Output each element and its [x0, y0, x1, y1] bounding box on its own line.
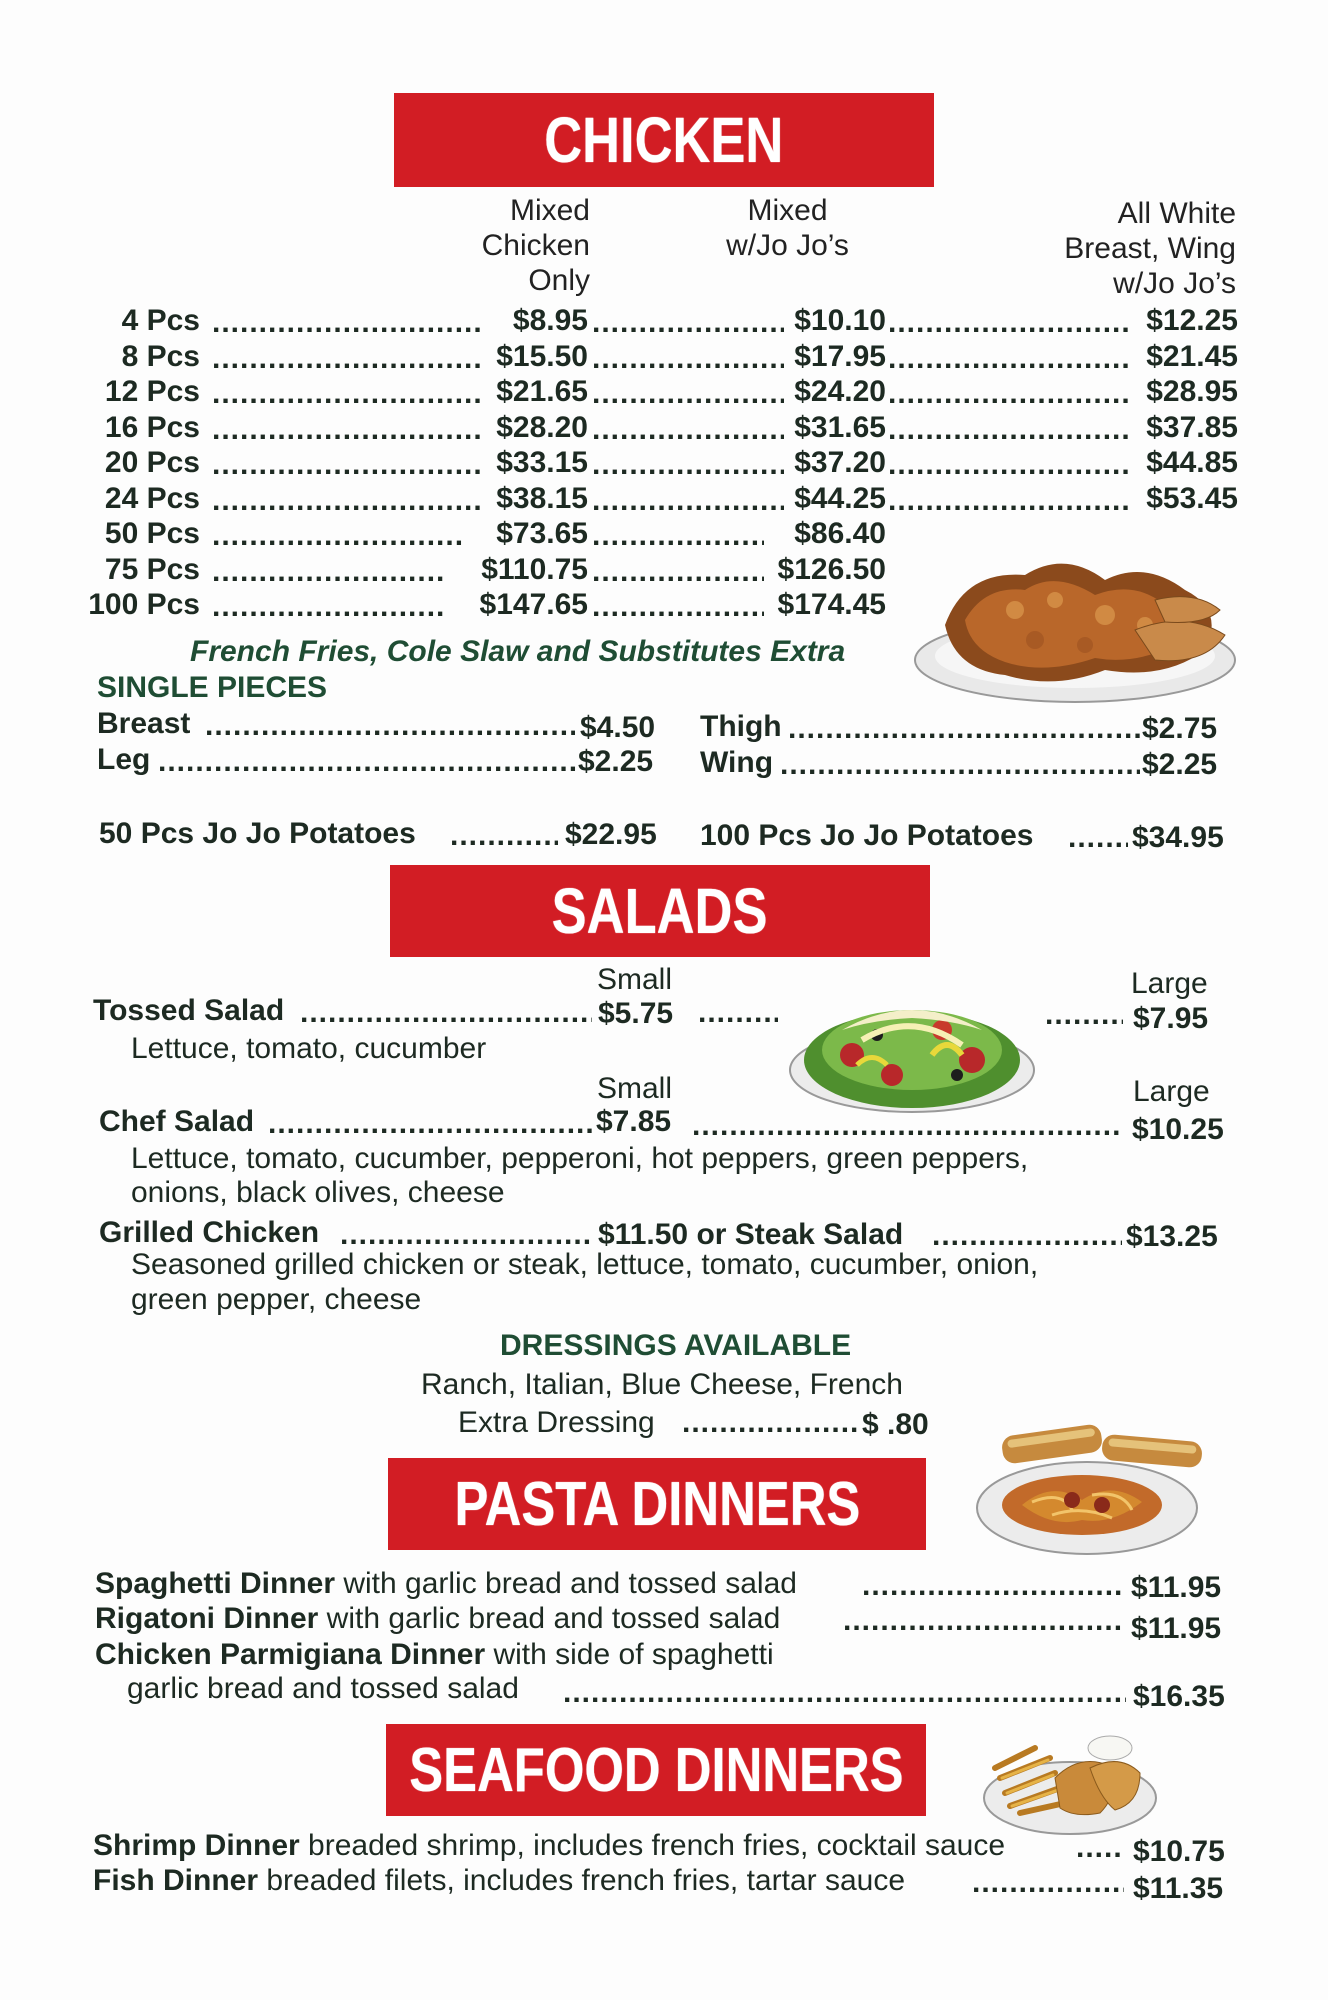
chicken-row-price-all-white: $21.45: [1146, 340, 1238, 373]
leader-dots: [592, 554, 764, 590]
pasta-banner: [388, 1458, 926, 1550]
single-leg-price: $2.25: [578, 745, 654, 778]
chicken-row-price-mixed-jojos: $17.95: [794, 340, 886, 373]
chicken-row-price-mixed-jojos: $44.25: [794, 482, 886, 515]
single-leg-label: Leg: [97, 743, 151, 776]
chicken-row-price-all-white: $44.85: [1146, 446, 1238, 479]
single-wing-label: Wing: [700, 746, 774, 779]
chicken-row-label: 16 Pcs: [104, 411, 200, 444]
fish-and-fries-plate-image: [980, 1718, 1160, 1838]
grilled-salad-desc-line2: green pepper, cheese: [131, 1283, 422, 1316]
chef-salad-name: Chef Salad: [99, 1105, 255, 1138]
seafood-fish-name: Fish Dinner: [93, 1864, 259, 1897]
tossed-salad-name: Tossed Salad: [93, 994, 285, 1027]
tossed-salad-large-price: $7.95: [1133, 1002, 1209, 1035]
chicken-row-price-mixed-jojos: $174.45: [777, 588, 886, 621]
steak-salad-price: $13.25: [1126, 1220, 1218, 1253]
chicken-row-label: 24 Pcs: [104, 482, 200, 515]
chicken-row-price-mixed: $38.15: [496, 482, 588, 515]
chicken-row-price-all-white: $37.85: [1146, 411, 1238, 444]
leader-dots: [698, 995, 778, 1031]
jojo-100-price: $34.95: [1132, 821, 1224, 854]
seafood-shrimp-item: [93, 1828, 1005, 1864]
chicken-row-price-mixed-jojos: $126.50: [777, 553, 886, 586]
leader-dots: [592, 518, 764, 554]
leader-dots: [888, 483, 1132, 519]
leader-dots: [563, 1675, 1126, 1711]
seafood-shrimp-name: Shrimp Dinner: [93, 1829, 300, 1862]
pasta-parmigiana-name: Chicken Parmigiana Dinner: [95, 1638, 486, 1671]
fried-chicken-plate-image: [905, 530, 1245, 710]
grilled-chicken-price-steak-option: $11.50 or Steak Salad: [598, 1218, 904, 1251]
leader-dots: [862, 1568, 1124, 1604]
single-wing-price: $2.25: [1142, 748, 1218, 781]
chicken-extras-note: French Fries, Cole Slaw and Substitutes Extra: [190, 635, 846, 668]
leader-dots: [212, 518, 464, 554]
leader-dots: [450, 818, 558, 854]
leader-dots: [268, 1106, 592, 1142]
seafood-fish-desc: breaded filets, includes french fries, tartar sauce: [258, 1864, 906, 1897]
chicken-row-price-mixed: $33.15: [496, 446, 588, 479]
leader-dots: [212, 589, 444, 625]
single-breast-label: Breast: [97, 707, 191, 740]
chicken-row-price-mixed: $15.50: [496, 340, 588, 373]
tossed-salad-desc: Lettuce, tomato, cucumber: [131, 1032, 487, 1065]
seafood-shrimp-desc: breaded shrimp, includes french fries, cocktail sauce: [299, 1829, 1006, 1862]
leader-dots: [1076, 1830, 1124, 1866]
seafood-banner: [386, 1724, 926, 1816]
pasta-spaghetti-price: $11.95: [1131, 1571, 1222, 1604]
pasta-spaghetti-name: Spaghetti Dinner: [95, 1567, 336, 1600]
chef-large-header: Large: [1133, 1075, 1210, 1108]
chicken-row-label: 100 Pcs: [88, 588, 200, 621]
extra-dressing-price: $ .80: [862, 1408, 929, 1441]
jojo-100-label: 100 Pcs Jo Jo Potatoes: [700, 819, 1034, 852]
leader-dots: [205, 708, 575, 744]
pasta-rigatoni-item: [95, 1601, 780, 1637]
chicken-row-label: 20 Pcs: [104, 446, 200, 479]
col-header-mixed-jojos: Mixed w/Jo Jo’s: [726, 194, 849, 262]
chicken-row-label: 50 Pcs: [104, 517, 200, 550]
chicken-row-price-mixed: $8.95: [512, 304, 588, 337]
leader-dots: [692, 1108, 1122, 1144]
tossed-large-header: Large: [1131, 967, 1208, 1000]
leader-dots: [843, 1603, 1125, 1639]
leader-dots: [1068, 820, 1128, 856]
chicken-row-price-all-white: $53.45: [1146, 482, 1238, 515]
dressings-title: DRESSINGS AVAILABLE: [500, 1329, 852, 1362]
grilled-chicken-name: Grilled Chicken: [99, 1216, 320, 1249]
leader-dots: [788, 711, 1140, 747]
chef-salad-desc-line2: onions, black olives, cheese: [131, 1176, 505, 1209]
leader-dots: [212, 554, 444, 590]
chicken-row-price-all-white: $12.25: [1146, 304, 1238, 337]
leader-dots: [300, 995, 592, 1031]
chicken-row-price-mixed-jojos: $86.40: [794, 517, 886, 550]
chicken-row-label: 12 Pcs: [104, 375, 200, 408]
tossed-salad-small-price: $5.75: [598, 997, 674, 1030]
leader-dots: [888, 447, 1132, 483]
pasta-parmigiana-desc-line2: garlic bread and tossed salad: [127, 1672, 519, 1705]
chicken-row-price-mixed-jojos: $31.65: [794, 411, 886, 444]
leader-dots: [888, 412, 1132, 448]
jojo-50-price: $22.95: [565, 818, 657, 851]
single-pieces-title: SINGLE PIECES: [97, 671, 328, 704]
pasta-spaghetti-item: [95, 1566, 797, 1602]
pasta-rigatoni-price: $11.95: [1131, 1612, 1222, 1645]
pasta-parmigiana-price: $16.35: [1133, 1680, 1225, 1713]
pasta-rigatoni-name: Rigatoni Dinner: [95, 1602, 319, 1635]
leader-dots: [158, 744, 576, 780]
jojo-50-label: 50 Pcs Jo Jo Potatoes: [99, 817, 416, 850]
leader-dots: [682, 1405, 860, 1441]
pasta-plate-image: [972, 1410, 1212, 1560]
pasta-title: PASTA DINNERS: [454, 1469, 860, 1539]
seafood-title: SEAFOOD DINNERS: [408, 1735, 904, 1805]
seafood-shrimp-price: $10.75: [1133, 1835, 1225, 1868]
chef-salad-desc-line1: Lettuce, tomato, cucumber, pepperoni, hot peppers, green peppers,: [131, 1142, 1029, 1175]
single-breast-price: $4.50: [580, 711, 656, 744]
leader-dots: [592, 589, 764, 625]
single-thigh-price: $2.75: [1142, 712, 1218, 745]
pasta-parmigiana-item: [95, 1637, 774, 1673]
chicken-row-price-mixed-jojos: $24.20: [794, 375, 886, 408]
chef-small-header: Small: [597, 1072, 673, 1105]
pasta-parmigiana-desc: with side of spaghetti: [485, 1638, 774, 1671]
leader-dots: [972, 1865, 1124, 1901]
leader-dots: [888, 305, 1132, 341]
chicken-row-price-mixed: $73.65: [496, 517, 588, 550]
seafood-fish-price: $11.35: [1133, 1872, 1224, 1905]
grilled-salad-desc-line1: Seasoned grilled chicken or steak, lettuce, tomato, cucumber, onion,: [131, 1248, 1039, 1281]
chicken-banner: [394, 93, 934, 187]
chef-salad-small-price: $7.85: [596, 1105, 672, 1138]
chicken-row-price-mixed: $28.20: [496, 411, 588, 444]
salad-plate-image: [782, 960, 1042, 1120]
chicken-row-label: 4 Pcs: [121, 304, 200, 337]
chicken-row-price-mixed: $21.65: [496, 375, 588, 408]
leader-dots: [1045, 997, 1123, 1033]
salads-banner: [390, 865, 930, 957]
chicken-row-price-mixed-jojos: $37.20: [794, 446, 886, 479]
chef-salad-large-price: $10.25: [1132, 1113, 1224, 1146]
leader-dots: [888, 376, 1132, 412]
single-thigh-label: Thigh: [700, 710, 782, 743]
leader-dots: [780, 747, 1140, 783]
leader-dots: [888, 341, 1132, 377]
col-header-mixed-chicken: Mixed Chicken Only: [481, 194, 590, 297]
tossed-small-header: Small: [597, 963, 673, 996]
dressings-list: Ranch, Italian, Blue Cheese, French: [421, 1368, 903, 1401]
pasta-rigatoni-desc: with garlic bread and tossed salad: [318, 1602, 781, 1635]
salads-title: SALADS: [552, 875, 768, 947]
extra-dressing-label: Extra Dressing: [458, 1406, 655, 1439]
chicken-row-label: 75 Pcs: [104, 553, 200, 586]
pasta-spaghetti-desc: with garlic bread and tossed salad: [335, 1567, 797, 1600]
chicken-row-price-mixed-jojos: $10.10: [794, 304, 886, 337]
chicken-row-label: 8 Pcs: [121, 340, 200, 373]
chicken-row-price-mixed: $147.65: [479, 588, 588, 621]
chicken-row-price-mixed: $110.75: [481, 553, 588, 586]
col-header-all-white: All White Breast, Wing w/Jo Jo’s: [1064, 197, 1236, 300]
chicken-title: CHICKEN: [544, 104, 784, 176]
seafood-fish-item: [93, 1863, 905, 1899]
chicken-row-price-all-white: $28.95: [1146, 375, 1238, 408]
